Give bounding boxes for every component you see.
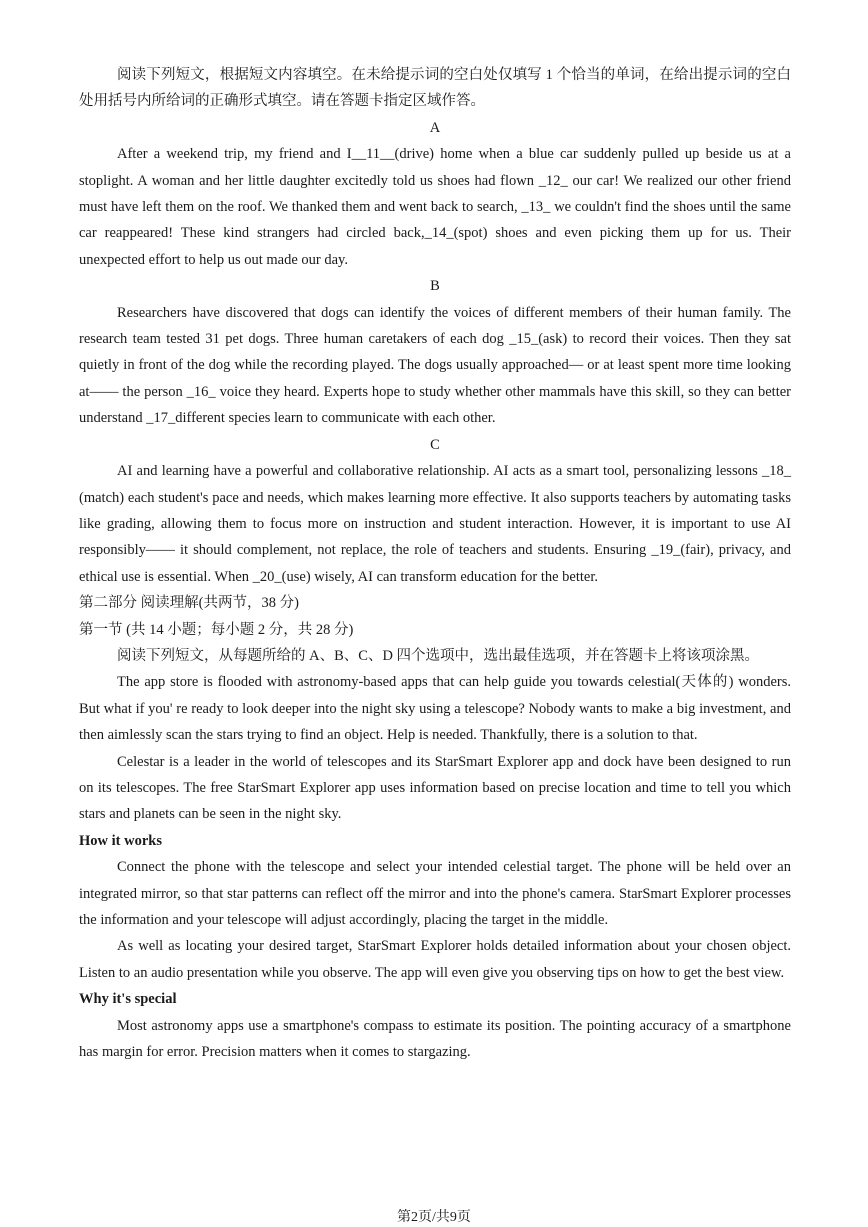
article-paragraph-2: Celestar is a leader in the world of telescopes and its StarSmart Explorer app and dock have been designed to run on its telescopes. The free StarSmart Explorer app uses information based on precise location and time to tell you which stars and planets can be seen in the night sky. (79, 753, 791, 823)
passage-b-label: B (430, 278, 440, 295)
page-content (79, 62, 791, 1065)
passage-c-text: AI and learning have a powerful and collaborative relationship. AI acts as a smart tool, personalizing lessons _18_ (match) each student's pace and needs, which makes learning more effective. It also supports teachers by automating tasks like grading, allowing them to focus more on instruction and student interaction. However, it is important to use AI responsibly—— it should complement, not replace, the role of teachers and students. Ensuring _19_(fair), privacy, and ethical use is essential. When _20_(use) wisely, AI can transform education for the better. (79, 463, 791, 585)
section-instructions: 阅读下列短文，根据短文内容填空。在未给提示词的空白处仅填写 1 个恰当的单词，在给出提示词的空白处用括号内所给词的正确形式填空。请在答题卡指定区域作答。 (79, 67, 791, 110)
reading-instructions: 阅读下列短文，从每题所给的 A、B、C、D 四个选项中，选出最佳选项，并在答题卡上将该项涂黑。 (117, 647, 760, 664)
passage-b-text: Researchers have discovered that dogs can identify the voices of different members of their human family. The research team tested 31 pet dogs. Three human caretakers of each dog _15_(ask) to record their voices. Then they sat quietly in front of the dog while the recording played. The dogs usually approached— or at least spent more time looking at—— the person _16_ voice they heard. Experts hope to study whether other mammals have this skill, so they can better understand _17_different species learn to communicate with each other. (79, 304, 791, 427)
passage-a-text: After a weekend trip, my friend and I__11__(drive) home when a blue car suddenly pulled up beside us at a stoplight. A woman and her little daughter excitedly told us shoes had flown _12_ our car! We realized our other friend must have left them on the roof. We thanked them and went back to search, _13_ we couldn't find the shoes until the same car reappeared! These kind strangers had circled back,_14_(spot) shoes and even picking them up for us. Their unexpected effort to help us out made our day. (79, 146, 791, 268)
article-paragraph-3: Connect the phone with the telescope and select your intended celestial target. The phone will be held over an integrated mirror, so that star patterns can reflect off the mirror and into the phone's camera. StarSmart Explorer processes the information and your telescope will adjust accordingly, placing the target in the middle. (79, 859, 791, 928)
passage-c-label: C (430, 436, 440, 453)
heading-why-special: Why it's special (79, 991, 177, 1008)
passage-a-label: A (429, 119, 441, 136)
article-paragraph-4: As well as locating your desired target, StarSmart Explorer holds detailed information about your chosen object. Listen to an audio presentation while you observe. The app will even give you observing tips on how to get the best view. (79, 938, 791, 981)
part-two-heading: 第二部分 阅读理解(共两节，38 分) (79, 595, 299, 612)
article-paragraph-5: Most astronomy apps use a smartphone's compass to estimate its position. The pointing accuracy of a smartphone has margin for error. Precision matters when it comes to stargazing. (79, 1017, 791, 1061)
section-one-heading: 第一节 (共 14 小题；每小题 2 分，共 28 分) (79, 621, 354, 638)
article-paragraph-1: The app store is flooded with astronomy-based apps that can help guide you towards celestial(天体的) wonders. But what if you' re ready to look deeper into the night sky using a telescope? Nobody wants to make a big investment, and then aimlessly scan the stars trying to find an object. Help is needed. Thankfully, there is a solution to that. (79, 674, 791, 744)
page-number-footer: 第2页/共9页 (397, 1210, 471, 1225)
heading-how-it-works: How it works (79, 832, 162, 849)
